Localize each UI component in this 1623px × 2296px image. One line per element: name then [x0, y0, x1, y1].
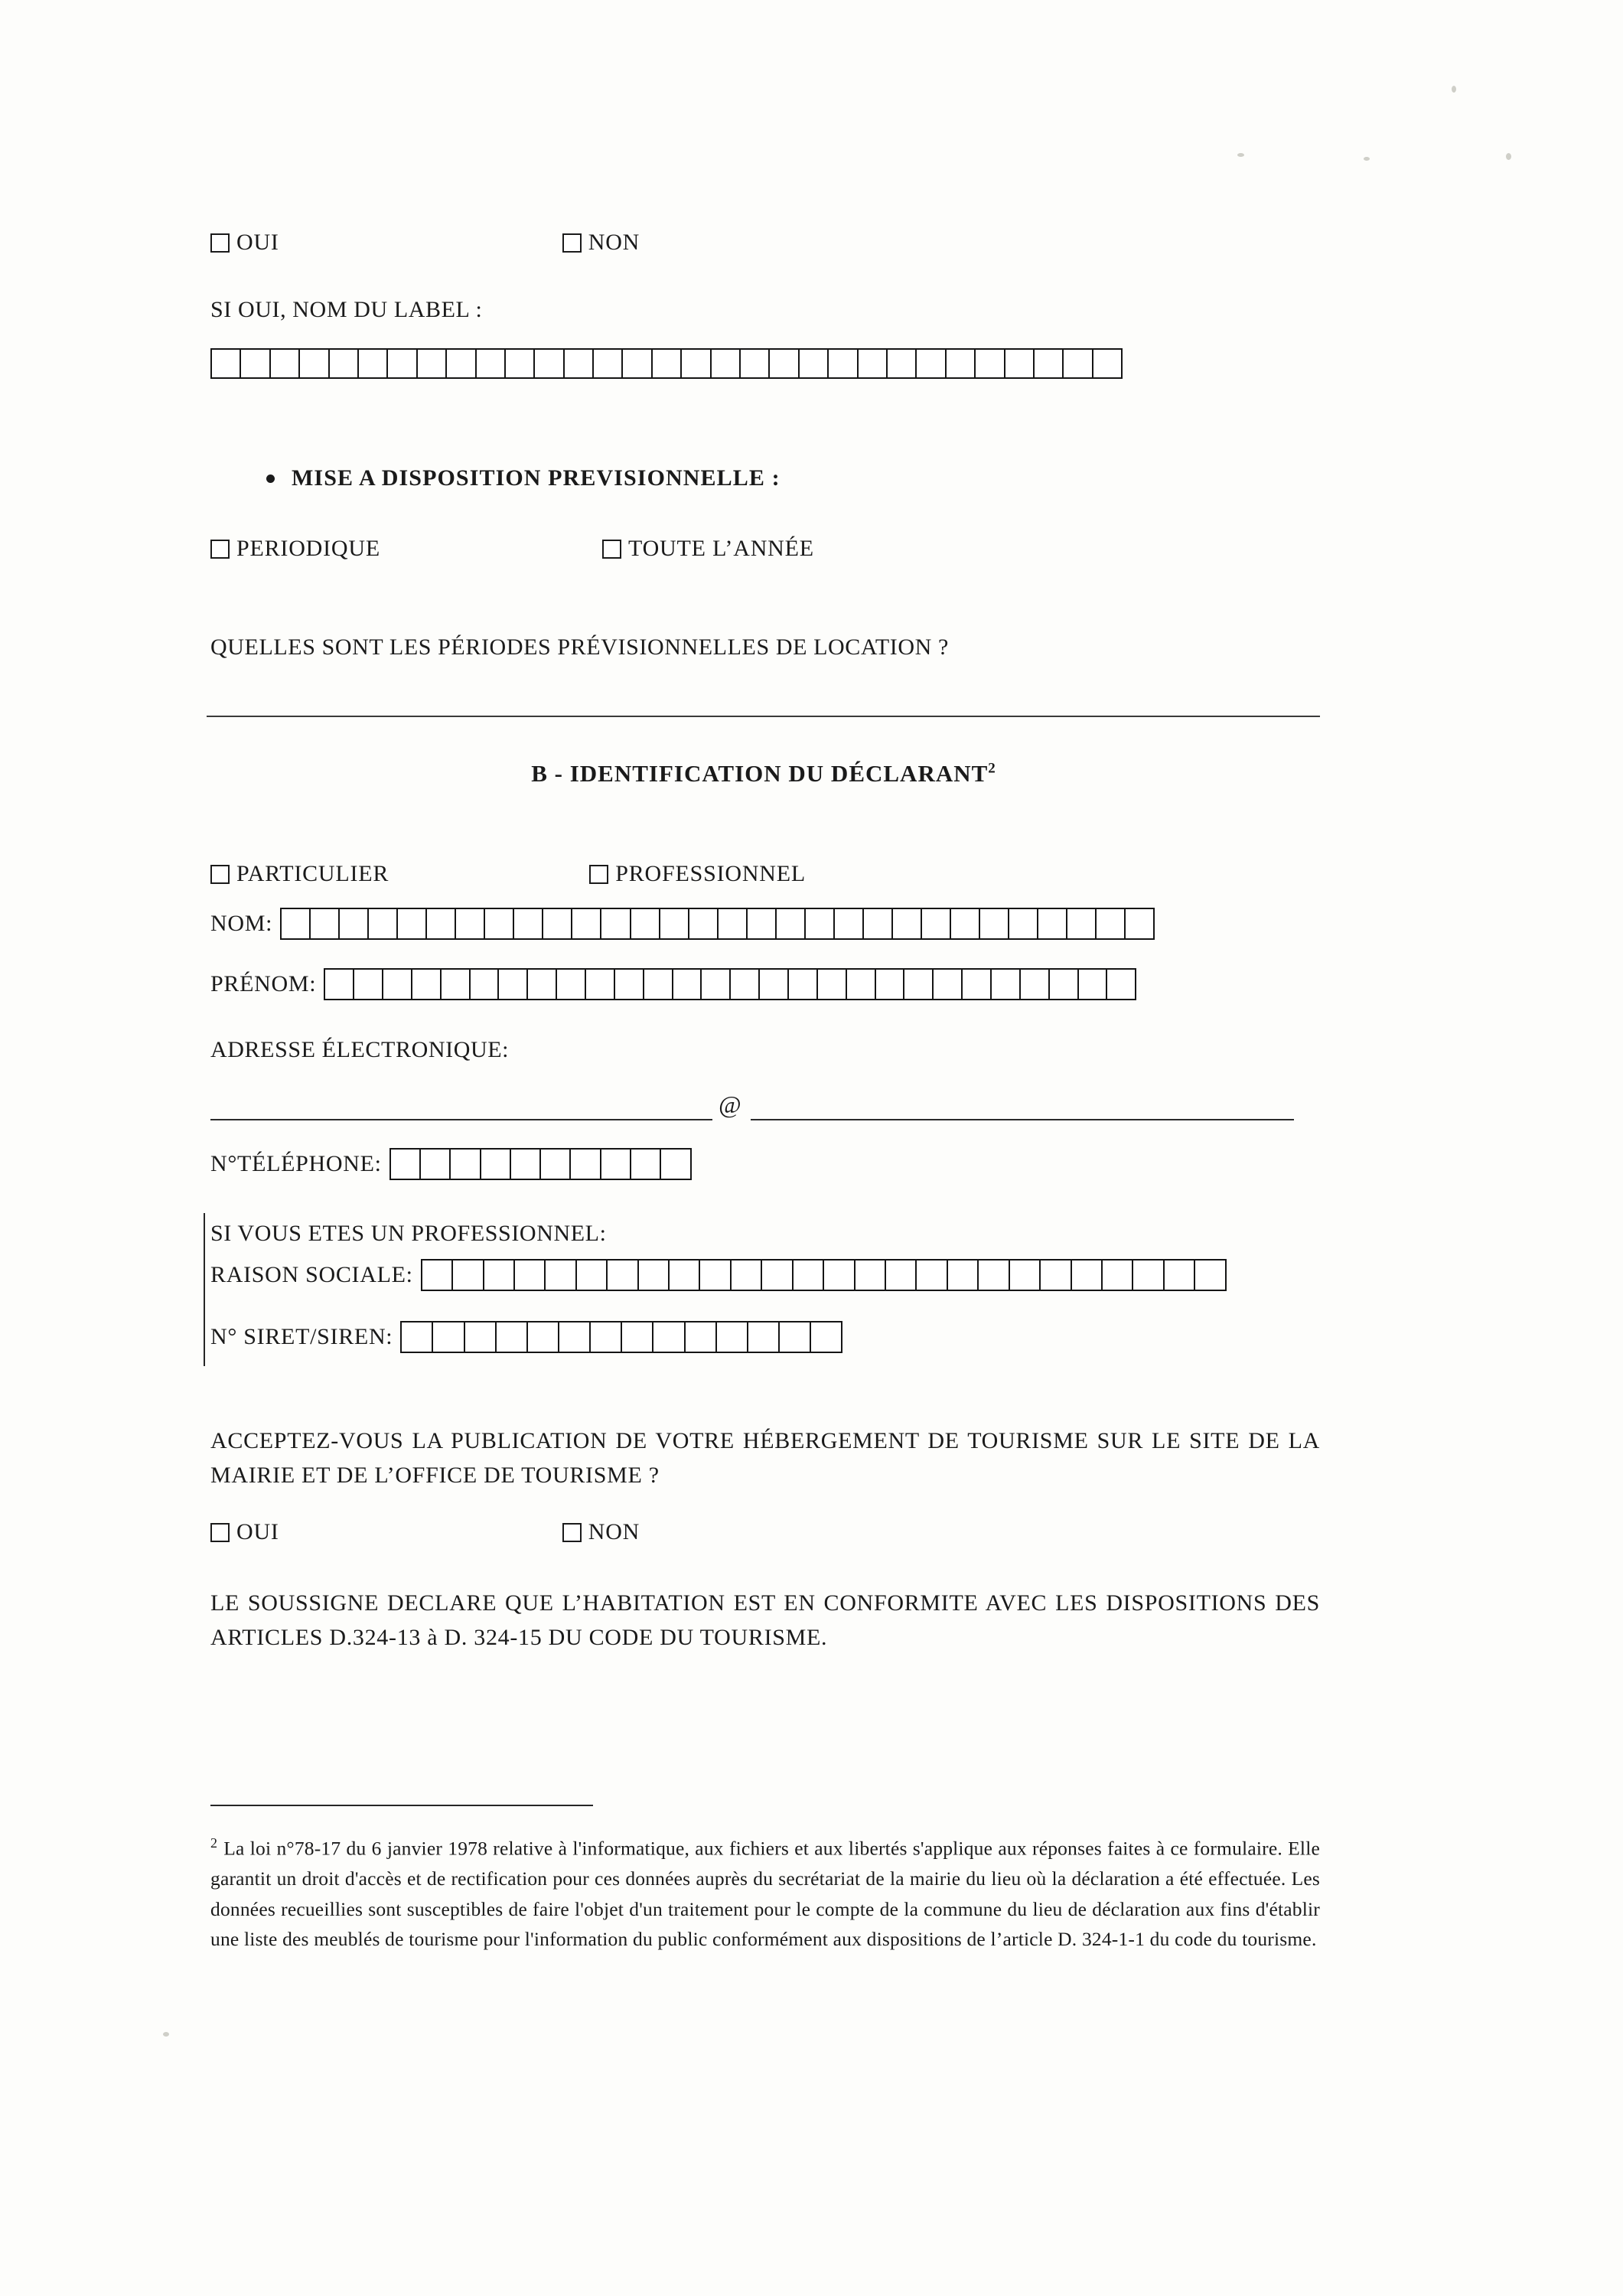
- footnote-marker: 2: [210, 1835, 218, 1851]
- checkbox-all-year[interactable]: [602, 536, 814, 562]
- checkbox-label-yes[interactable]: [210, 230, 279, 256]
- bullet-icon: [266, 475, 275, 483]
- checkbox-publication-no-label: NON: [588, 1519, 640, 1544]
- prenom-comb-field[interactable]: [324, 968, 1136, 1000]
- checkbox-particulier-label: PARTICULIER: [236, 861, 389, 886]
- checkbox-icon[interactable]: [589, 865, 608, 884]
- availability-heading: MISE A DISPOSITION PREVISIONNELLE :: [292, 465, 781, 491]
- checkbox-icon[interactable]: [562, 233, 582, 253]
- checkbox-publication-no[interactable]: [562, 1519, 640, 1545]
- checkbox-label-no-text: NON: [588, 230, 640, 255]
- checkbox-particulier[interactable]: [210, 861, 389, 887]
- professional-note: SI VOUS ETES UN PROFESSIONNEL:: [210, 1221, 607, 1246]
- section-b-footnote-marker: 2: [988, 760, 996, 777]
- footnote-text: [210, 1833, 1320, 1955]
- email-input-line[interactable]: [210, 1087, 1312, 1120]
- email-local-rule: [210, 1118, 712, 1120]
- checkbox-icon[interactable]: [210, 865, 230, 884]
- form-content: [197, 0, 1391, 2296]
- checkbox-label-yes-text: OUI: [236, 230, 279, 255]
- nom-label: NOM:: [210, 911, 273, 936]
- checkbox-professionnel-label: PROFESSIONNEL: [615, 861, 807, 886]
- scan-speck: [163, 2032, 169, 2037]
- footnote-body: La loi n°78-17 du 6 janvier 1978 relative à l'informatique, aux fichiers et aux libertés s'applique aux réponses faites à ce formulaire. Elle garantit un droit d'accès et de rectification pour ces données auprès du secrétariat de la mairie du lieu où la déclaration a été effectuée. Les données recueillies sont susceptibles de faire l'objet d'un traitement pour le compte de la commune du lieu de déclaration aux fins d'établir une liste des meublés de tourisme pour l'information du public conformément aux dispositions de l’article D. 324-1-1 du code du tourisme.: [210, 1837, 1320, 1951]
- company-name-label: RAISON SOCIALE:: [210, 1262, 413, 1287]
- checkbox-all-year-label: TOUTE L’ANNÉE: [628, 536, 814, 561]
- checkbox-label-no[interactable]: [562, 230, 640, 256]
- checkbox-icon[interactable]: [210, 1523, 230, 1542]
- siret-label: N° SIRET/SIREN:: [210, 1324, 393, 1349]
- nom-comb-field[interactable]: [280, 908, 1155, 940]
- checkbox-icon[interactable]: [210, 233, 230, 253]
- conformity-declaration: LE SOUSSIGNE DECLARE QUE L’HABITATION EST EN CONFORMITE AVEC LES DISPOSITIONS DES ARTICLES D.324-13 à D. 324-15 DU CODE DU TOURISME.: [210, 1590, 1320, 1650]
- phone-label: N°TÉLÉPHONE:: [210, 1151, 382, 1176]
- prenom-label: PRÉNOM:: [210, 971, 317, 996]
- checkbox-icon[interactable]: [210, 540, 230, 559]
- section-divider: [207, 716, 1320, 717]
- email-domain-rule: [751, 1118, 1294, 1120]
- professional-block-bracket: [204, 1213, 205, 1366]
- email-at-symbol: @: [719, 1091, 741, 1118]
- periods-question: QUELLES SONT LES PÉRIODES PRÉVISIONNELLES DE LOCATION ?: [210, 634, 949, 660]
- section-b-title: [197, 760, 1330, 788]
- email-label: ADRESSE ÉLECTRONIQUE:: [210, 1037, 510, 1062]
- company-name-comb-field[interactable]: [421, 1259, 1227, 1291]
- checkbox-periodic-label: PERIODIQUE: [236, 536, 380, 561]
- phone-comb-field[interactable]: [389, 1148, 692, 1180]
- section-b-title-text: B - IDENTIFICATION DU DÉCLARANT: [531, 760, 989, 787]
- publication-question: ACCEPTEZ-VOUS LA PUBLICATION DE VOTRE HÉBERGEMENT DE TOURISME SUR LE SITE DE LA MAIRIE ET DE L’OFFICE DE TOURISME ?: [210, 1428, 1320, 1488]
- checkbox-periodic[interactable]: [210, 536, 380, 562]
- checkbox-publication-yes[interactable]: [210, 1519, 279, 1545]
- scan-speck: [1506, 153, 1511, 160]
- checkbox-icon[interactable]: [602, 540, 621, 559]
- checkbox-professionnel[interactable]: [589, 861, 806, 887]
- checkbox-publication-yes-label: OUI: [236, 1519, 279, 1544]
- siret-comb-field[interactable]: [400, 1321, 842, 1353]
- footnote-separator: [210, 1805, 593, 1806]
- if-yes-label-name-label: SI OUI, NOM DU LABEL :: [210, 297, 483, 322]
- label-name-comb-field[interactable]: [210, 348, 1123, 379]
- checkbox-icon[interactable]: [562, 1523, 582, 1542]
- scan-speck: [1452, 86, 1456, 93]
